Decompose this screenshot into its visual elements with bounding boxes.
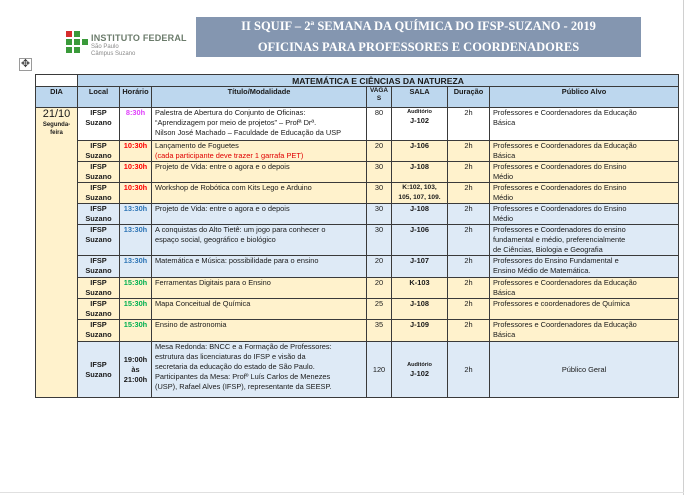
row-title: Ferramentas Digitais para o Ensino xyxy=(152,278,367,299)
col-sala: SALA xyxy=(392,87,448,108)
row-title-2: estrutura das licenciaturas do IFSP e visão da xyxy=(155,352,306,361)
row-publico-2: Médio xyxy=(493,214,514,223)
row-duracao: 2h xyxy=(448,299,490,320)
row-sala: J-108 xyxy=(392,162,448,183)
row-sala: J-108 xyxy=(392,204,448,225)
row-time: 10:30h xyxy=(123,162,148,171)
row-duracao: 2h xyxy=(448,108,490,141)
row-local: IFSP xyxy=(90,162,107,171)
row-vagas: 30 xyxy=(367,162,392,183)
row-publico-3: de Ciências, Biologia e Geografia xyxy=(493,245,603,254)
row-vagas: 120 xyxy=(367,342,392,398)
row-title-2: “Aprendizagem por meio de projetos” – Profª Drª. xyxy=(155,118,317,127)
row-title: Mesa Redonda: BNCC e a Formação de Professores: xyxy=(155,342,332,351)
row-title: Matemática e Música: possibilidade para o ensino xyxy=(152,256,367,278)
page-edge-right xyxy=(683,0,684,495)
row-title: Projeto de Vida: entre o agora e o depois xyxy=(152,162,367,183)
area-header-row xyxy=(36,75,679,87)
row-vagas: 30 xyxy=(367,204,392,225)
table-row xyxy=(36,183,679,204)
row-publico: Professores e Coordenadores do Ensino xyxy=(493,204,627,213)
row-publico-2: Médio xyxy=(493,172,514,181)
row-title: Lançamento de Foguetes xyxy=(155,141,239,150)
row-local-2: Suzano xyxy=(85,309,112,318)
row-local: IFSP xyxy=(90,183,107,192)
table-row xyxy=(36,342,679,398)
row-duracao: 2h xyxy=(448,183,490,204)
row-duracao: 2h xyxy=(448,225,490,256)
logo-name: INSTITUTO FEDERAL xyxy=(91,33,187,43)
row-local: IFSP xyxy=(90,359,107,369)
row-local-2: Suzano xyxy=(85,369,112,379)
row-duracao: 2h xyxy=(448,204,490,225)
row-publico-2: Básica xyxy=(493,151,516,160)
row-publico-2: Básica xyxy=(493,330,516,339)
row-publico-2: Básica xyxy=(493,118,516,127)
institute-logo xyxy=(66,30,186,62)
day-cell xyxy=(36,108,78,398)
table-row xyxy=(36,141,679,162)
row-local: IFSP xyxy=(90,141,107,150)
col-vagas-2: S xyxy=(376,95,382,102)
title-line-2: OFICINAS PARA PROFESSORES E COORDENADORES xyxy=(257,40,580,54)
col-titulo: Título/Modalidade xyxy=(152,87,367,108)
row-vagas: 30 xyxy=(367,225,392,256)
row-sala: J-108 xyxy=(392,299,448,320)
row-vagas: 20 xyxy=(367,256,392,278)
row-title-3: secretaria da educação do estado de São Paulo. xyxy=(155,362,315,371)
row-time: 15:30h xyxy=(123,299,148,308)
row-title: Mapa Conceitual de Química xyxy=(152,299,367,320)
row-local-2: Suzano xyxy=(85,118,112,127)
row-time-3: 21:00h xyxy=(123,374,148,384)
title-banner xyxy=(196,17,641,57)
row-publico: Público Geral xyxy=(490,342,679,398)
col-duracao: Duração xyxy=(448,87,490,108)
table-row xyxy=(36,162,679,183)
row-sala: K-103 xyxy=(392,278,448,299)
row-local: IFSP xyxy=(90,320,107,329)
logo-campus: Câmpus Suzano xyxy=(91,51,136,57)
row-local: IFSP xyxy=(90,204,107,213)
table-row xyxy=(36,108,679,141)
column-header-row xyxy=(36,87,679,108)
row-local: IFSP xyxy=(90,278,107,287)
row-sala: K:102, 103, xyxy=(402,184,437,191)
row-sala: J-102 xyxy=(410,368,429,378)
col-vagas xyxy=(367,87,392,108)
row-publico-2: fundamental e médio, preferencialmente xyxy=(493,235,626,244)
row-duracao: 2h xyxy=(448,256,490,278)
row-sala-2: 105, 107, 109. xyxy=(398,194,441,201)
row-duracao: 2h xyxy=(448,320,490,342)
row-local-2: Suzano xyxy=(85,172,112,181)
row-time: 15:30h xyxy=(123,320,148,329)
row-sala: J-106 xyxy=(392,225,448,256)
row-local: IFSP xyxy=(90,225,107,234)
row-publico: Professores do Ensino Fundamental e xyxy=(493,256,619,265)
row-vagas: 30 xyxy=(367,183,392,204)
row-title-2: espaço social, geográfico e biológico xyxy=(155,235,276,244)
row-title: Workshop de Robótica com Kits Lego e Arduino xyxy=(152,183,367,204)
row-publico: Professores e Coordenadores do Ensino xyxy=(493,183,627,192)
schedule-table xyxy=(35,74,679,398)
row-publico: Professores e Coordenadores da Educação xyxy=(493,278,637,287)
table-row xyxy=(36,256,679,278)
row-publico: Professores e Coordenadores da Educação xyxy=(493,108,637,117)
table-row xyxy=(36,278,679,299)
page-edge-bottom xyxy=(0,492,684,493)
row-publico: Professores e coordenadores de Química xyxy=(490,299,679,320)
row-publico: Professores e Coordenadores da Educação xyxy=(493,141,637,150)
row-note: (cada participante deve trazer 1 garrafa PET) xyxy=(155,151,304,160)
row-sala: J-109 xyxy=(392,320,448,342)
col-local: Local xyxy=(78,87,120,108)
row-time: 13:30h xyxy=(123,256,148,265)
row-title: Ensino de astronomia xyxy=(152,320,367,342)
col-horario: Horário xyxy=(120,87,152,108)
row-publico: Professores e Coordenadores do ensino xyxy=(493,225,626,234)
col-dia: DIA xyxy=(36,87,78,108)
row-publico: Professores e Coordenadores da Educação xyxy=(493,320,637,329)
row-vagas: 25 xyxy=(367,299,392,320)
row-local: IFSP xyxy=(90,256,107,265)
col-publico: Público Alvo xyxy=(490,87,679,108)
row-time: 10:30h xyxy=(123,141,148,150)
row-vagas: 35 xyxy=(367,320,392,342)
row-duracao: 2h xyxy=(448,162,490,183)
day-date: 21/10 xyxy=(42,108,71,120)
title-line-1: II SQUIF – 2ª SEMANA DA QUÍMICA DO IFSP-SUZANO - 2019 xyxy=(241,19,596,33)
row-local-2: Suzano xyxy=(85,151,112,160)
row-sala: J-106 xyxy=(392,141,448,162)
row-duracao: 2h xyxy=(448,278,490,299)
table-row xyxy=(36,225,679,256)
row-publico-2: Básica xyxy=(493,288,516,297)
row-sala-top: Auditório xyxy=(407,109,432,115)
row-local-2: Suzano xyxy=(85,288,112,297)
row-sala: J-107 xyxy=(392,256,448,278)
row-local-2: Suzano xyxy=(85,214,112,223)
row-title: Palestra de Abertura do Conjunto de Oficinas: xyxy=(155,108,306,117)
row-vagas: 20 xyxy=(367,278,392,299)
row-title: Projeto de Vida: entre o agora e o depois xyxy=(152,204,367,225)
row-time-2: às xyxy=(131,364,140,374)
row-publico-2: Ensino Médio de Matemática. xyxy=(493,266,591,275)
row-local-2: Suzano xyxy=(85,235,112,244)
day-weekday-2: feira xyxy=(50,130,63,136)
row-time: 13:30h xyxy=(123,204,148,213)
col-vagas-1: VAGA xyxy=(370,87,388,94)
row-duracao: 2h xyxy=(448,141,490,162)
table-row xyxy=(36,299,679,320)
row-title-3: Nilson José Machado – Faculdade de Educação da USP xyxy=(155,128,342,137)
row-publico: Professores e Coordenadores do Ensino xyxy=(493,162,627,171)
row-duracao: 2h xyxy=(448,342,490,398)
row-local-2: Suzano xyxy=(85,330,112,339)
table-row xyxy=(36,320,679,342)
logo-grid-icon xyxy=(66,31,88,55)
table-move-handle-icon[interactable]: ✥ xyxy=(20,58,31,70)
row-time: 15:30h xyxy=(123,278,148,287)
table-row xyxy=(36,204,679,225)
row-title: A conquistas do Alto Tietê: um jogo para conhecer o xyxy=(155,225,326,234)
row-time: 8:30h xyxy=(125,108,146,117)
row-time: 10:30h xyxy=(123,183,148,192)
row-local: IFSP xyxy=(90,108,107,117)
row-time: 19:00h xyxy=(123,354,148,364)
row-local-2: Suzano xyxy=(85,193,112,202)
row-sala: J-102 xyxy=(410,116,429,125)
row-publico-2: Médio xyxy=(493,193,514,202)
row-title-5: (USP), Rafael Alves (IFSP), representante da SEESP. xyxy=(155,382,332,391)
area-title: MATEMÁTICA E CIÊNCIAS DA NATUREZA xyxy=(78,75,679,87)
row-vagas: 80 xyxy=(367,108,392,141)
logo-state: São Paulo xyxy=(91,44,119,50)
row-local: IFSP xyxy=(90,299,107,308)
day-weekday-1: Segunda- xyxy=(42,122,71,128)
row-sala-top: Auditório xyxy=(407,361,432,368)
row-vagas: 20 xyxy=(367,141,392,162)
row-title-4: Participantes da Mesa: Profº Luís Carlos de Menezes xyxy=(155,372,331,381)
row-time: 13:30h xyxy=(123,225,148,234)
row-local-2: Suzano xyxy=(85,266,112,275)
